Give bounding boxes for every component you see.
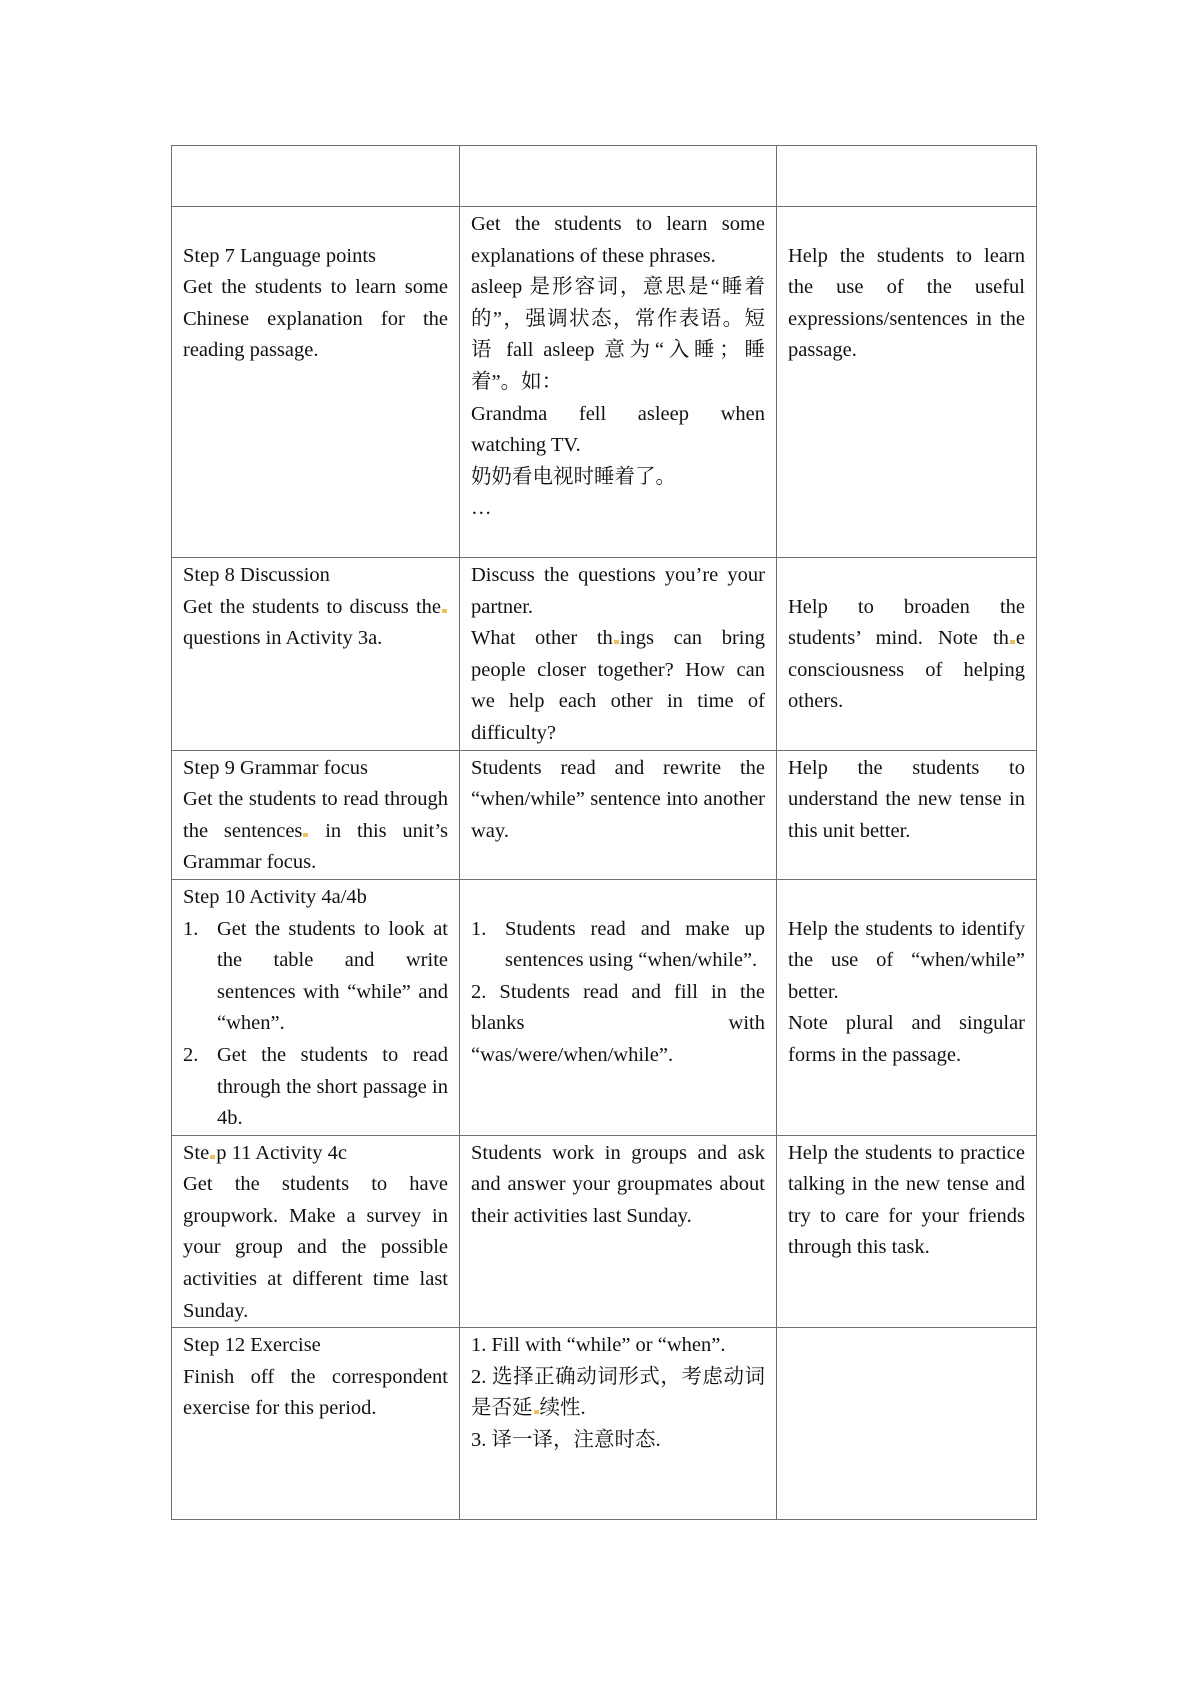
step11-procedure-text: Get the students to have groupwork. Make a survey in your group and the possible activities at different time last Sunday. [183, 1173, 448, 1322]
step10-row [172, 879, 1037, 1135]
list-number: 1. [183, 917, 199, 940]
step11-procedure-cell [172, 1135, 460, 1328]
list-item [183, 1040, 448, 1135]
annotation-mark [210, 1155, 215, 1159]
blank-cell [172, 146, 460, 207]
step8-activity-text: Discuss the questions you’re your partner. [471, 564, 765, 618]
step8-title: Step 8 Discussion [183, 564, 330, 586]
step11-activity-text: Students work in groups and ask and answer your groupmates about their activities last Sunday. [471, 1141, 765, 1227]
step10-purpose-cell [777, 879, 1037, 1135]
annotation-mark [1010, 640, 1015, 644]
list-item-text: Students read and make up sentences using “when/while”. [505, 917, 765, 972]
step12-row [172, 1328, 1037, 1520]
step11-row [172, 1135, 1037, 1328]
list-item [471, 914, 765, 977]
step12-activity-cell [460, 1328, 777, 1520]
blank-cell [460, 146, 777, 207]
list-item-text: Get the students to look at the table and write sentences with “while” and “when”. [217, 917, 448, 1035]
step7-activity-translation: 奶奶看电视时睡着了。 [471, 465, 676, 488]
list-item-text: Get the students to read through the short passage in 4b. [217, 1043, 448, 1130]
step11-purpose-cell [777, 1135, 1037, 1328]
step11-activity-cell [460, 1135, 777, 1328]
step7-row [172, 207, 1037, 558]
step10-purpose-text: Note plural and singular forms in the passage. [788, 1012, 1025, 1066]
step8-activity-cell [460, 558, 777, 751]
lesson-plan-table [171, 145, 1037, 1520]
step7-procedure-cell [172, 207, 460, 558]
step9-purpose-cell [777, 750, 1037, 879]
step7-procedure-text: Get the students to learn some Chinese explanation for the reading passage. [183, 276, 448, 362]
step12-activity-text: 1. Fill with “while” or “when”. [471, 1334, 726, 1357]
step7-activity-example: Grandma fell asleep when watching TV. [471, 402, 765, 457]
step8-activity-questions: What other th ings can bring people closer together? How can we help each other in time of difficulty? [471, 627, 765, 744]
step7-purpose-cell [777, 207, 1037, 558]
annotation-mark [303, 833, 308, 837]
step10-title: Step 10 Activity 4a/4b [183, 885, 367, 908]
list-number: 1. [471, 917, 487, 940]
step7-activity-text: Get the students to learn some explanations of these phrases. [471, 213, 765, 267]
step12-activity-text: 2. 选择正确动词形式，考虑动词是否延 续性. [471, 1365, 765, 1420]
step8-procedure-text: Get the students to discuss thequestions in Activity 3a. [183, 592, 448, 655]
step9-activity-text: Students read and rewrite the “when/while” sentence into another way. [471, 756, 765, 842]
step8-procedure-cell [172, 558, 460, 751]
annotation-mark [442, 609, 447, 613]
step12-procedure-text: Finish off the correspondent exercise for this period. [183, 1365, 448, 1420]
step8-row [172, 558, 1037, 751]
step10-procedure-cell [172, 879, 460, 1135]
list-item [183, 914, 448, 1040]
step9-procedure-text: Get the students to read through the sentences in this unit’s Grammar focus. [183, 788, 448, 874]
step12-activity-text: 3. 译一译，注意时态. [471, 1429, 661, 1452]
step9-title: Step 9 Grammar focus [183, 756, 369, 779]
step9-activity-cell [460, 750, 777, 879]
step7-purpose-text: Help the students to learn the use of the useful expressions/sentences in the passage. [788, 244, 1025, 362]
step7-title: Step 7 Language points [183, 244, 377, 267]
annotation-mark [534, 1410, 539, 1414]
step9-purpose-text: Help the students to understand the new tense in this unit better. [788, 756, 1025, 842]
step10-activity-text: 2. Students read and fill in the blanks with “was/were/when/while”. [471, 980, 765, 1066]
step10-activity-cell [460, 879, 777, 1135]
step8-purpose-cell [777, 558, 1037, 751]
step12-purpose-cell [777, 1328, 1037, 1520]
annotation-mark [614, 640, 619, 644]
step11-title: Ste p 11 Activity 4c [183, 1141, 347, 1164]
step9-procedure-cell [172, 750, 460, 879]
step8-purpose-text: Help to broaden the students’ mind. Note th e consciousness of helping others. [788, 595, 1025, 713]
step12-procedure-cell [172, 1328, 460, 1520]
list-number: 2. [183, 1043, 199, 1066]
step9-row [172, 750, 1037, 879]
step11-purpose-text: Help the students to practice talking in the new tense and try to care for your friends through this task. [788, 1141, 1025, 1259]
step12-title: Step 12 Exercise [183, 1334, 321, 1357]
step7-activity-cell [460, 207, 777, 558]
step10-purpose-text: Help the students to identify the use of “when/while” better. [788, 917, 1025, 1003]
step7-activity-ellipsis: … [471, 497, 492, 520]
blank-row [172, 146, 1037, 207]
blank-cell [777, 146, 1037, 207]
step7-activity-text: asleep 是形容词，意思是“睡着的”，强调状态，常作表语。短语 fall asleep 意为“入睡；睡着”。如： [471, 276, 765, 393]
